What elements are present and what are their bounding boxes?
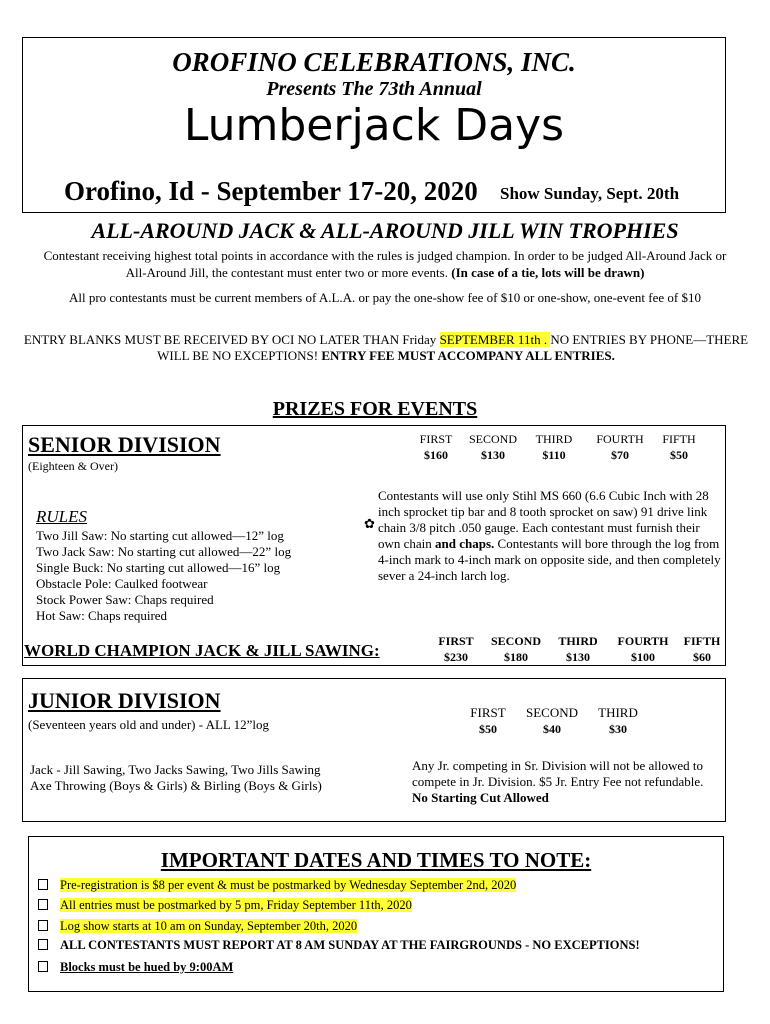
hot-saw-rules — [378, 488, 724, 584]
junior-place-second: SECOND — [525, 705, 578, 720]
junior-events-line: Axe Throwing (Boys & Girls) & Birling (Boys & Girls) — [30, 778, 322, 793]
date-item — [38, 938, 640, 953]
world-place-first: FIRST — [438, 634, 474, 648]
rules-list — [36, 528, 291, 624]
saw-text-part1: Contestants will use only Stihl MS 660 (6.6 Cubic Inch with 28 inch sprocket tip bar and 8 tooth sprocket on saw) 91 drive link chain 3/8 pitch .050 gauge. Each contestant must furnish their own chain — [378, 488, 709, 551]
junior-prize-third: $30 — [609, 722, 627, 736]
saw-text-bold: and chaps. — [435, 536, 495, 551]
rule-item: Stock Power Saw: Chaps required — [36, 592, 214, 607]
date-item — [38, 898, 412, 913]
date-item — [38, 919, 357, 934]
junior-division-age: (Seventeen years old and under) - ALL 12”log — [28, 717, 270, 732]
junior-division-title: JUNIOR DIVISION — [28, 688, 221, 713]
checkbox-bullet-icon — [38, 879, 48, 890]
prizes-heading: PRIZES FOR EVENTS — [272, 398, 478, 420]
junior-prize-first: $50 — [479, 722, 497, 736]
senior-prize-fifth: $50 — [670, 448, 688, 462]
entry-deadline-text: ENTRY BLANKS MUST BE RECEIVED BY OCI NO LATER THAN Friday — [23, 332, 440, 347]
senior-prize-third: $110 — [542, 448, 566, 462]
date-item-text: ALL CONTESTANTS MUST REPORT AT 8 AM SUNDAY AT THE FAIRGROUNDS - NO EXCEPTIONS! — [60, 938, 640, 952]
rule-item: Hot Saw: Chaps required — [36, 608, 168, 623]
junior-note-bold: No Starting Cut Allowed — [412, 790, 549, 805]
date-item-text: Log show starts at 10 am on Sunday, September 20th, 2020 — [60, 919, 358, 933]
entry-deadline-note — [16, 332, 756, 364]
senior-prize-second: $130 — [481, 448, 505, 462]
important-dates-heading: IMPORTANT DATES AND TIMES TO NOTE: — [160, 848, 592, 872]
checkbox-bullet-icon — [38, 939, 48, 950]
event-title: Lumberjack Days — [183, 100, 565, 151]
junior-prize-second: $40 — [543, 722, 561, 736]
rule-item: Single Buck: No starting cut allowed—16” log — [36, 560, 281, 575]
checkbox-bullet-icon — [38, 899, 48, 910]
saw-text-part2: Contestants will bore through the log from 4-inch mark to 4-inch mark on opposite side, and then completely sever a 24-inch larch log. — [378, 536, 721, 583]
entry-fee-note: ENTRY FEE MUST ACCOMPANY ALL ENTRIES. — [321, 348, 615, 363]
allaround-text — [40, 247, 730, 281]
presents-line: Presents The 73th Annual — [266, 78, 482, 100]
checkbox-bullet-icon — [38, 920, 48, 931]
world-champion-title: WORLD CHAMPION JACK & JILL SAWING: — [24, 641, 380, 660]
date-item-text: Pre-registration is $8 per event & must be postmarked by Wednesday September 2nd, 2020 — [60, 878, 517, 892]
junior-place-first: FIRST — [470, 705, 506, 720]
junior-events-line: Jack - Jill Sawing, Two Jacks Sawing, Two Jills Sawing — [30, 762, 321, 777]
junior-note-text: Any Jr. competing in Sr. Division will not be allowed to compete in Jr. Division. $5 Jr. Entry Fee not refundable. — [412, 758, 704, 789]
world-place-fifth: FIFTH — [683, 634, 721, 648]
world-prize-second: $180 — [504, 650, 528, 664]
senior-place-third: THIRD — [535, 432, 573, 446]
tie-note: (In case of a tie, lots will be drawn) — [451, 265, 645, 280]
rules-title: RULES — [36, 507, 87, 526]
allaround-heading: ALL-AROUND JACK & ALL-AROUND JILL WIN TROPHIES — [91, 218, 679, 243]
world-prize-third: $130 — [566, 650, 590, 664]
entry-phone-note: NO ENTRIES BY PHONE—THERE WILL BE NO EXCEPTIONS! — [157, 332, 749, 363]
date-item-text: Blocks must be hued by 9:00AM — [60, 960, 234, 974]
senior-prize-first: $160 — [424, 448, 448, 462]
junior-place-third: THIRD — [598, 705, 638, 720]
gear-icon: ✿ — [364, 516, 375, 531]
date-item-text: All entries must be postmarked by 5 pm, Friday September 11th, 2020 — [60, 898, 412, 912]
world-place-third: THIRD — [558, 634, 598, 648]
world-place-fourth: FOURTH — [617, 634, 669, 648]
junior-note — [412, 758, 722, 806]
show-date: Show Sunday, Sept. 20th — [500, 184, 680, 203]
entry-deadline-date: SEPTEMBER 11th . — [439, 332, 551, 347]
pro-membership-note: All pro contestants must be current members of A.L.A. or pay the one-show fee of $10 or one-show, one-event fee of $10 — [68, 290, 701, 305]
checkbox-bullet-icon — [38, 961, 48, 972]
org-title: OROFINO CELEBRATIONS, INC. — [172, 47, 576, 77]
senior-place-second: SECOND — [468, 432, 517, 446]
world-prize-fourth: $100 — [631, 650, 655, 664]
rule-item: Obstacle Pole: Caulked footwear — [36, 576, 208, 591]
senior-division-age: (Eighteen & Over) — [28, 459, 118, 473]
date-item — [38, 878, 516, 893]
senior-division-title: SENIOR DIVISION — [28, 432, 221, 457]
world-prize-first: $230 — [444, 650, 468, 664]
junior-events — [30, 762, 322, 794]
event-location-dates: Orofino, Id - September 17-20, 2020 — [64, 176, 478, 206]
rule-item: Two Jill Saw: No starting cut allowed—12” log — [36, 528, 284, 543]
allaround-rule: Contestant receiving highest total points in accordance with the rules is judged champion. In order to be judged All-Around Jack or All-Around Jill, the contestant must enter two or more events. — [43, 248, 727, 280]
world-prize-fifth: $60 — [693, 650, 711, 664]
rule-item: Two Jack Saw: No starting cut allowed—22” log — [36, 544, 292, 559]
senior-place-first: FIRST — [419, 432, 453, 446]
senior-place-fifth: FIFTH — [662, 432, 696, 446]
world-place-second: SECOND — [490, 634, 541, 648]
senior-place-fourth: FOURTH — [596, 432, 644, 446]
senior-prize-fourth: $70 — [611, 448, 629, 462]
date-item — [38, 960, 233, 975]
